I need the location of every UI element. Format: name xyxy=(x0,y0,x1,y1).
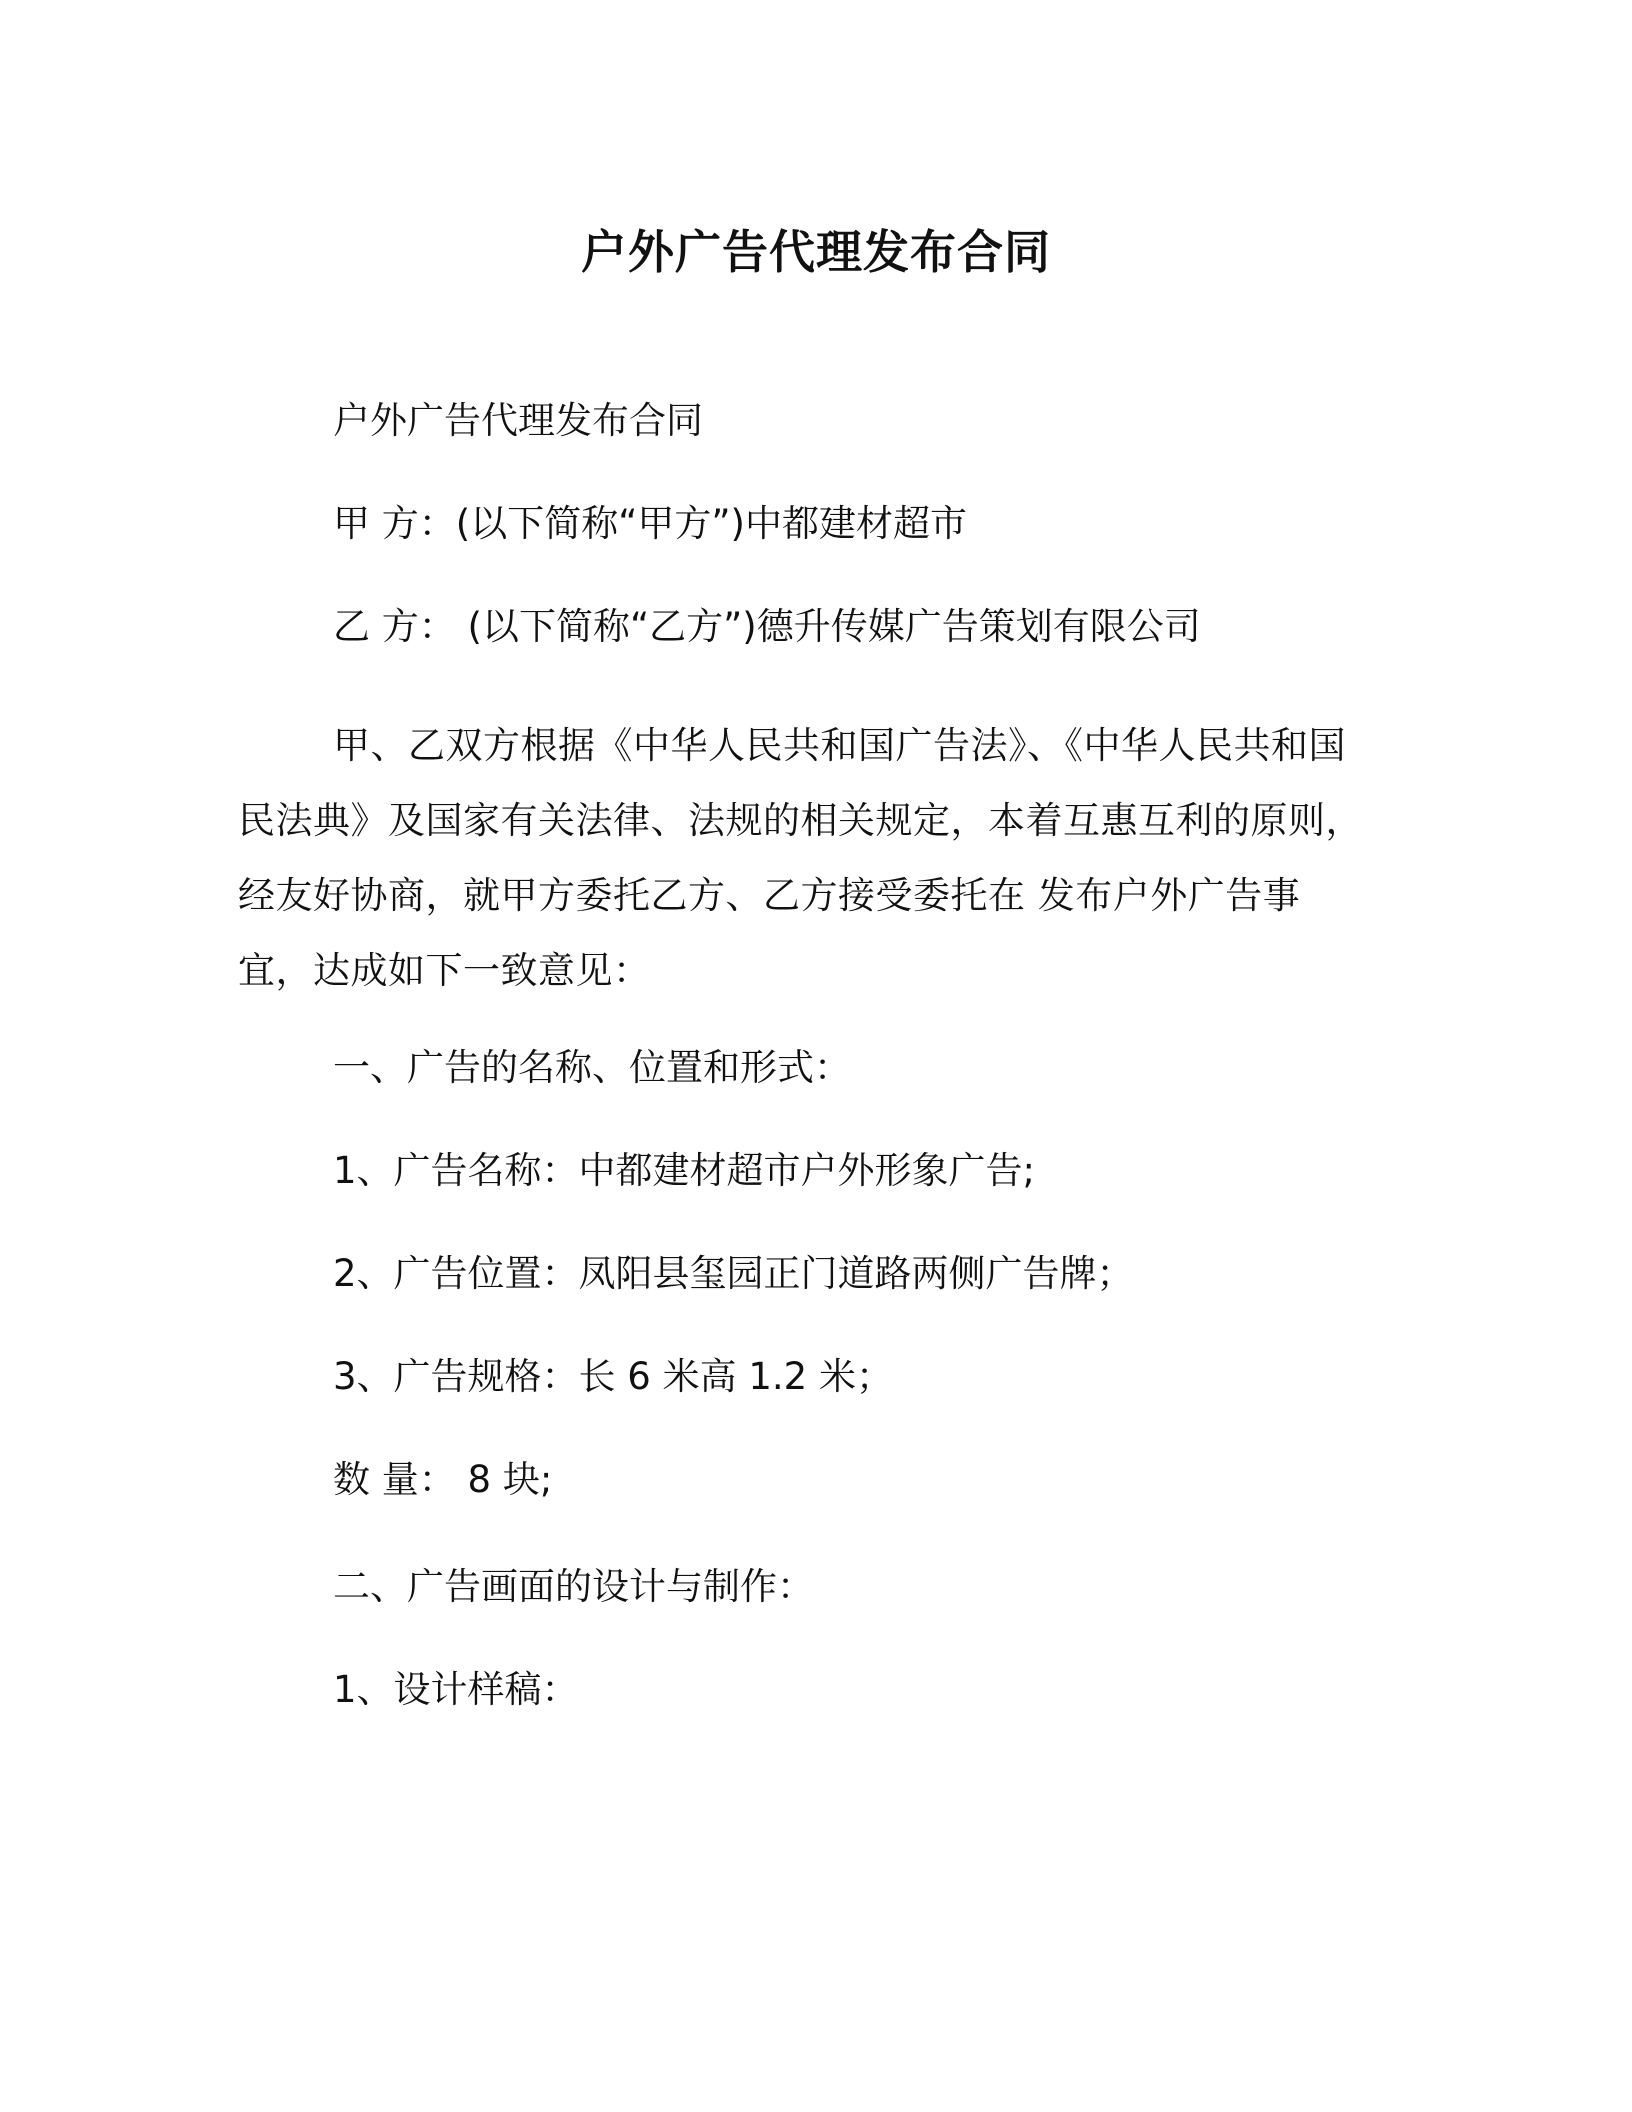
item-design-draft: 1、设计样稿： xyxy=(333,1668,579,1711)
item-ad-name: 1、广告名称：中都建材超市户外形象广告; xyxy=(333,1149,1036,1192)
item-ad-location: 2、广告位置：凤阳县玺园正门道路两侧广告牌； xyxy=(333,1252,1134,1295)
section-2-heading: 二、广告画面的设计与制作： xyxy=(333,1565,814,1608)
item-ad-size: 3、广告规格：长 6 米高 1.2 米； xyxy=(333,1355,893,1398)
document-title: 户外广告代理发布合同 xyxy=(581,225,1051,279)
party-a: 甲 方：(以下简称“甲方”)中都建材超市 xyxy=(333,502,967,545)
intro-paragraph: 甲、乙双方根据《中华人民共和国广告法》、《中华人民共和国民法典》及国家有关法律、法规的相关规定，本着互惠互利的原则，经友好协商，就甲方委托乙方、乙方接受委托在 发布户外广告事宜，达成如下一致意见： xyxy=(238,724,1363,992)
party-b: 乙 方： (以下简称“乙方”)德升传媒广告策划有限公司 xyxy=(333,605,1201,648)
section-1-heading: 一、广告的名称、位置和形式： xyxy=(333,1046,851,1089)
subtitle: 户外广告代理发布合同 xyxy=(333,399,703,442)
item-ad-quantity: 数 量： 8 块; xyxy=(333,1458,553,1501)
